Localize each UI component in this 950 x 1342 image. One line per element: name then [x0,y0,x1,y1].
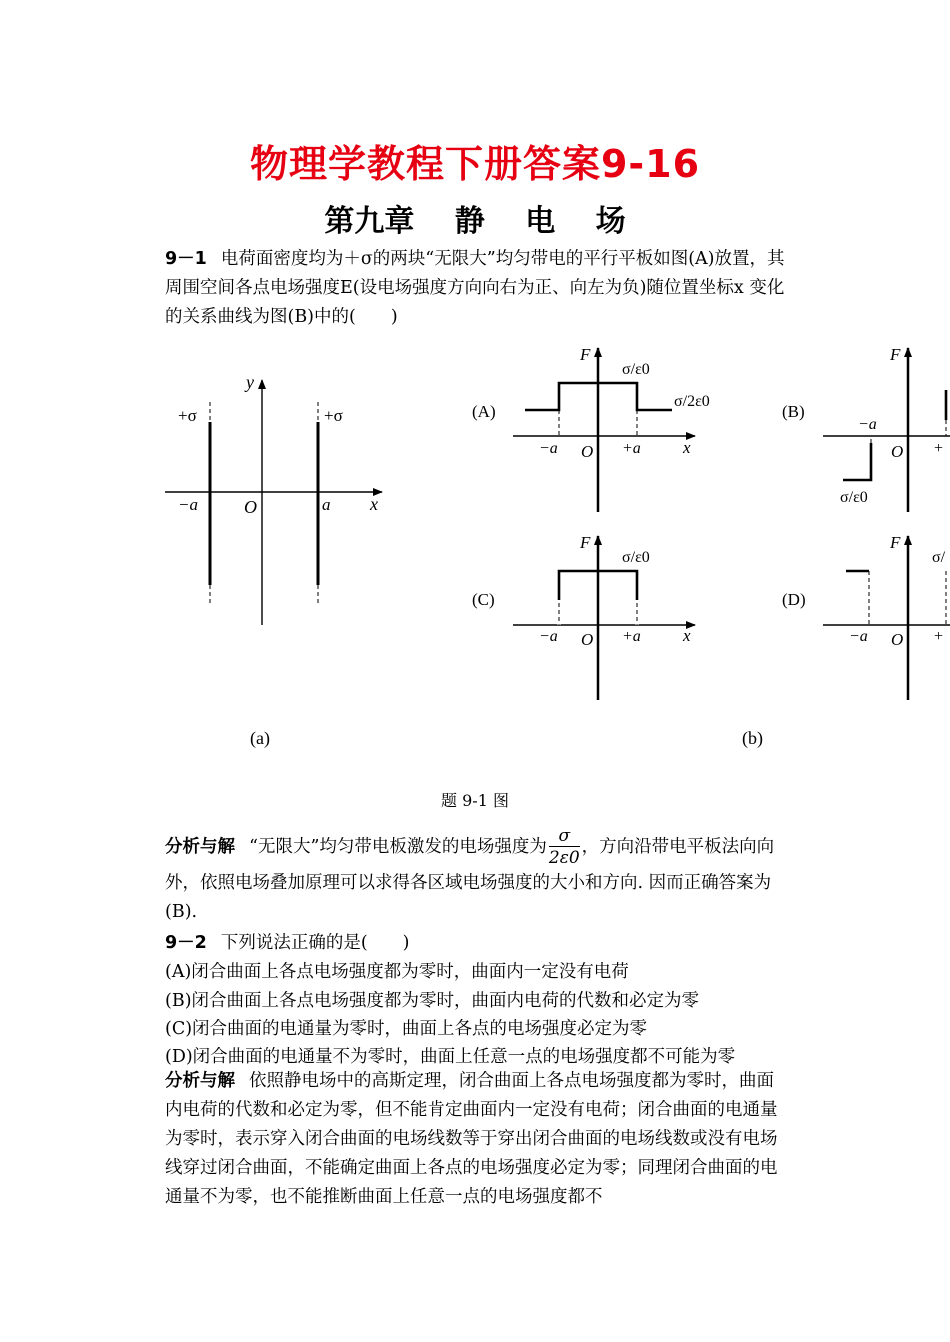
fraction-denominator: 2ε0 [548,848,580,868]
option-a-graph [472,345,710,512]
answer-9-2 [165,1067,790,1212]
right-position-label: a [322,495,331,514]
option-d-neg-label: −a [849,628,868,645]
option-d-top-value: σ/ [932,549,946,566]
option-c-x-label: x [683,626,691,645]
question-text: 下列说法正确的是( ) [220,933,410,953]
option-a-axis-label: F [580,345,591,364]
option-c-graph [472,533,695,700]
option-a-origin: O [581,442,594,461]
option-b-neg-label: −a [858,416,877,433]
answer-9-1 [165,826,790,927]
left-charge-label: +σ [178,406,197,425]
answer-text: 依照静电场中的高斯定理，闭合曲面上各点电场强度都为零时，曲面内电荷的代数和必定为零，但不能肯定曲面内一定没有电荷；闭合曲面的电通量为零时，表示穿入闭合曲面的电场线数等于穿出闭合曲面的电场线数或没有电场线穿过闭合曲面，不能确定曲面上各点的电场强度必定为零；同理闭合曲面的电通量不为零，也不能推断曲面上任意一点的电场强度都不 [165,1071,778,1207]
option-c-label: (C) [472,590,495,609]
question-label: 9－2 [165,933,207,953]
question-9-1 [165,245,790,332]
option-c-axis-label: F [580,533,591,552]
option-d-text: (D)闭合曲面的电通量不为零时，曲面上任意一点的电场强度都不可能为零 [165,1047,736,1067]
question-label: 9－1 [165,249,207,269]
panel-a-label: (a) [250,728,270,748]
option-a-neg-label: −a [539,440,558,457]
chapter-title: 第九章 静 电 场 [324,204,626,239]
option-b-text: (B)闭合曲面上各点电场强度都为零时，曲面内电荷的代数和必定为零 [165,991,700,1011]
x-axis-label: x [370,494,378,514]
option-d-origin: O [891,630,904,649]
option-b-origin: O [891,442,904,461]
option-d-graph [782,533,950,700]
option-d-axis-label: F [890,533,901,552]
y-axis-label: y [246,372,254,392]
question-text: 电荷面密度均为＋σ的两块“无限大”均匀带电的平行平板如图(A)放置，其周围空间各点电场强度E(设电场强度方向向右为正、向左为负)随位置坐标x 变化的关系曲线为图(B)中的( ) [165,249,785,327]
right-charge-label: +σ [324,406,343,425]
origin-label: O [244,497,257,517]
fraction-numerator: σ [549,826,580,847]
panel-a [165,372,382,749]
option-c-text: (C)闭合曲面的电通量为零时，曲面上各点的电场强度必定为零 [165,1019,648,1039]
document-title: 物理学教程下册答案9-16 [249,142,701,186]
option-b-graph [782,345,950,512]
answer-text-after: ，方向沿带电平板法向向外，依照电场叠加原理可以求得各区域电场强度的大小和方向. 因而正确答案为(B). [165,837,775,922]
option-c-origin: O [581,630,594,649]
option-a-label: (A) [472,402,496,421]
answer-text-before: “无限大”均匀带电板激发的电场强度为 [249,837,547,857]
option-c-neg-label: −a [539,628,558,645]
option-c-top-value: σ/ε0 [622,549,650,566]
figure-caption: 题 9-1 图 [441,791,509,810]
option-b-pos-label: + [934,440,944,457]
answer-label: 分析与解 [165,837,235,857]
option-d-pos-label: + [934,628,944,645]
option-c-pos-label: +a [622,628,641,645]
panel-b-label: (b) [742,728,763,748]
left-position-label: −a [178,495,198,514]
option-a-side-value: σ/2ε0 [674,393,710,410]
option-a-pos-label: +a [622,440,641,457]
question-9-2 [165,929,795,954]
option-b-bottom-value: σ/ε0 [840,489,868,506]
figure-9-1 [0,340,950,760]
option-a-x-label: x [683,438,691,457]
option-d-label: (D) [782,590,806,609]
option-b-label: (B) [782,402,805,421]
option-b-axis-label: F [890,345,901,364]
option-a-text: (A)闭合曲面上各点电场强度都为零时，曲面内一定没有电荷 [165,962,629,982]
option-a-top-value: σ/ε0 [622,361,650,378]
answer-label: 分析与解 [165,1071,235,1091]
fraction-sigma-over-2eps0 [549,826,580,869]
